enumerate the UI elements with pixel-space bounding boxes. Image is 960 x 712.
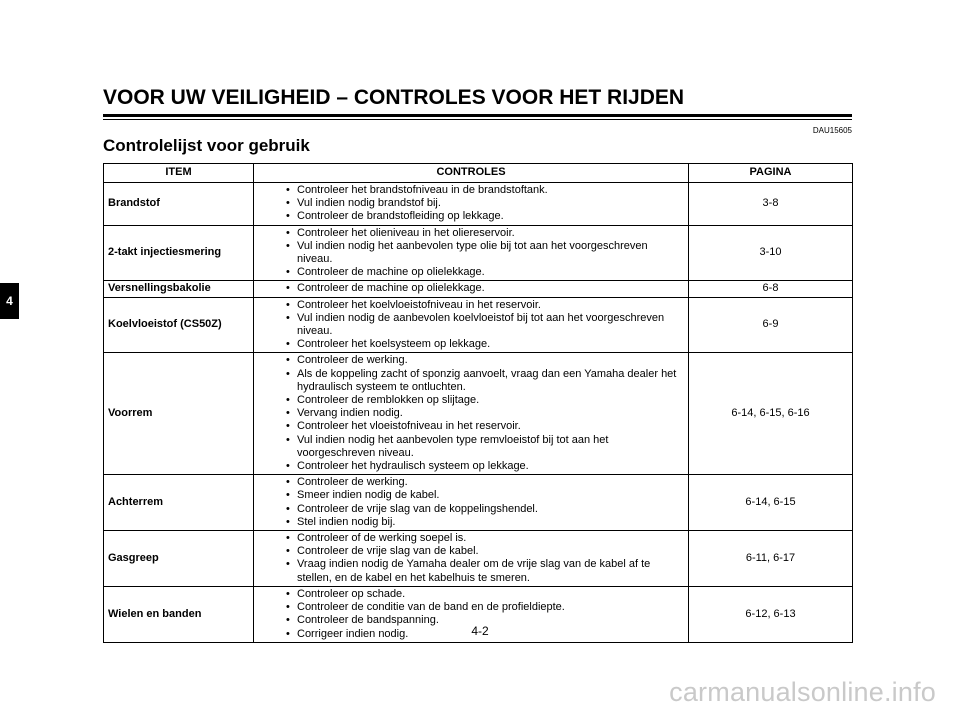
column-header-item: ITEM — [104, 164, 254, 183]
table-row — [104, 353, 853, 475]
table-header-row — [104, 164, 853, 183]
bullet-icon: • — [286, 614, 290, 627]
check-item — [286, 516, 684, 529]
table-row — [104, 531, 853, 587]
row-checks — [254, 353, 689, 475]
check-item — [286, 434, 684, 460]
bullet-icon: • — [286, 532, 290, 545]
check-text: Controleer het koelsysteem op lekkage. — [297, 338, 491, 351]
check-item — [286, 282, 684, 295]
check-item — [286, 266, 684, 279]
bullet-icon: • — [286, 266, 290, 279]
bullet-icon: • — [286, 354, 290, 367]
row-item-name: Brandstof — [104, 183, 254, 226]
bullet-icon: • — [286, 282, 290, 295]
chapter-tab: 4 — [0, 283, 19, 319]
check-text: Controleer de werking. — [297, 476, 408, 489]
check-text: Vul indien nodig het aanbevolen type remvloeistof bij tot aan het voorgeschreven niveau. — [297, 433, 609, 459]
row-item-name: Wielen en banden — [104, 586, 254, 642]
check-text: Controleer het koelvloeistofniveau in het reservoir. — [297, 298, 541, 311]
title-rule-thin — [103, 119, 852, 120]
row-item-name: Gasgreep — [104, 531, 254, 587]
table-body — [104, 183, 853, 643]
check-text: Controleer de brandstofleiding op lekkage. — [297, 210, 504, 223]
bullet-icon: • — [286, 502, 290, 515]
check-item — [286, 558, 684, 584]
bullet-icon: • — [286, 367, 290, 380]
check-text: Controleer de machine op olielekkage. — [297, 266, 485, 279]
check-item — [286, 545, 684, 558]
bullet-icon: • — [286, 407, 290, 420]
check-item — [286, 338, 684, 351]
check-item — [286, 476, 684, 489]
row-item-name: 2-takt injectiesmering — [104, 225, 254, 281]
check-text: Controleer de werking. — [297, 354, 408, 367]
check-text: Controleer of de werking soepel is. — [297, 532, 467, 545]
check-text: Controleer het olieniveau in het oliereservoir. — [297, 226, 515, 239]
row-checks — [254, 475, 689, 531]
bullet-icon: • — [286, 226, 290, 239]
row-checks — [254, 297, 689, 353]
check-list — [286, 476, 684, 529]
doc-code: DAU15605 — [812, 126, 852, 135]
check-list — [286, 184, 684, 224]
section-title: VOOR UW VEILIGHEID – CONTROLES VOOR HET RIJDEN — [103, 86, 685, 109]
row-page-ref: 6-8 — [689, 281, 853, 297]
check-item — [286, 184, 684, 197]
check-text: Controleer het brandstofniveau in de brandstoftank. — [297, 184, 548, 196]
row-checks — [254, 183, 689, 226]
check-list — [286, 227, 684, 280]
check-list — [286, 299, 684, 352]
bullet-icon: • — [286, 558, 290, 571]
bullet-icon: • — [286, 239, 290, 252]
bullet-icon: • — [286, 197, 290, 210]
check-item — [286, 407, 684, 420]
check-text: Vul indien nodig de aanbevolen koelvloeistof bij tot aan het voorgeschreven niveau. — [297, 311, 665, 338]
watermark: carmanualsonline.info — [669, 677, 936, 707]
check-item — [286, 503, 684, 516]
check-text: Controleer het hydraulisch systeem op lekkage. — [297, 460, 529, 473]
column-header-checks: CONTROLES — [254, 164, 689, 183]
check-item — [286, 588, 684, 601]
bullet-icon: • — [286, 311, 290, 324]
row-item-name: Achterrem — [104, 475, 254, 531]
check-item — [286, 420, 684, 433]
check-text: Controleer de bandspanning. — [297, 614, 439, 627]
check-text: Vervang indien nodig. — [297, 407, 403, 420]
bullet-icon: • — [286, 420, 290, 433]
bullet-icon: • — [286, 489, 290, 502]
row-page-ref: 6-14, 6-15, 6-16 — [689, 353, 853, 475]
bullet-icon: • — [286, 338, 290, 351]
check-item — [286, 460, 684, 473]
bullet-icon: • — [286, 433, 290, 446]
bullet-icon: • — [286, 587, 290, 600]
check-item — [286, 368, 684, 394]
table-row — [104, 297, 853, 353]
row-page-ref: 6-14, 6-15 — [689, 475, 853, 531]
check-item — [286, 227, 684, 240]
page-number: 4-2 — [471, 624, 489, 638]
check-text: Smeer indien nodig de kabel. — [297, 489, 440, 502]
check-text: Vul indien nodig het aanbevolen type olie bij tot aan het voorgeschreven niveau. — [297, 239, 648, 266]
check-item — [286, 210, 684, 223]
bullet-icon: • — [286, 476, 290, 489]
bullet-icon: • — [286, 601, 290, 614]
bullet-icon: • — [286, 627, 290, 640]
check-text: Controleer de machine op olielekkage. — [297, 282, 485, 295]
check-text: Controleer het vloeistofniveau in het reservoir. — [297, 420, 521, 433]
check-item — [286, 354, 684, 367]
check-text: Als de koppeling zacht of sponzig aanvoelt, vraag dan een Yamaha dealer het hydraulisch systeem te ontluchten. — [297, 367, 677, 393]
check-text: Controleer de conditie van de band en de profieldiepte. — [297, 601, 565, 614]
check-item — [286, 299, 684, 312]
check-text: Vul indien nodig brandstof bij. — [297, 197, 441, 210]
check-item — [286, 197, 684, 210]
row-checks — [254, 225, 689, 281]
row-page-ref: 6-9 — [689, 297, 853, 353]
check-item — [286, 312, 684, 338]
check-text: Controleer de vrije slag van de koppelingshendel. — [297, 502, 538, 515]
page-subtitle: Controlelijst voor gebruik — [103, 136, 310, 155]
table-row — [104, 281, 853, 297]
bullet-icon: • — [286, 545, 290, 558]
check-item — [286, 601, 684, 614]
row-page-ref: 6-12, 6-13 — [689, 586, 853, 642]
checklist-table-wrap — [103, 163, 852, 643]
row-item-name: Versnellingsbakolie — [104, 281, 254, 297]
check-text: Controleer op schade. — [297, 587, 406, 600]
bullet-icon: • — [286, 184, 290, 196]
check-list — [286, 354, 684, 473]
row-page-ref: 6-11, 6-17 — [689, 531, 853, 587]
row-checks — [254, 531, 689, 587]
bullet-icon: • — [286, 298, 290, 311]
table-row — [104, 225, 853, 281]
table-row — [104, 475, 853, 531]
row-checks — [254, 281, 689, 297]
check-text: Stel indien nodig bij. — [297, 515, 396, 528]
check-text: Corrigeer indien nodig. — [297, 627, 409, 640]
table-row — [104, 183, 853, 226]
row-page-ref: 3-10 — [689, 225, 853, 281]
check-item — [286, 532, 684, 545]
check-item — [286, 489, 684, 502]
title-rule — [103, 114, 852, 117]
check-item — [286, 240, 684, 266]
bullet-icon: • — [286, 394, 290, 407]
bullet-icon: • — [286, 210, 290, 223]
bullet-icon: • — [286, 460, 290, 473]
checklist-table — [103, 163, 853, 643]
check-item — [286, 394, 684, 407]
check-text: Controleer de vrije slag van de kabel. — [297, 545, 479, 558]
row-item-name: Koelvloeistof (CS50Z) — [104, 297, 254, 353]
check-list — [286, 532, 684, 585]
check-list — [286, 282, 684, 295]
check-text: Controleer de remblokken op slijtage. — [297, 394, 480, 407]
row-item-name: Voorrem — [104, 353, 254, 475]
bullet-icon: • — [286, 515, 290, 528]
row-page-ref: 3-8 — [689, 183, 853, 226]
check-text: Vraag indien nodig de Yamaha dealer om de vrije slag van de kabel af te stellen, en de kabel en het kabelhuis te smeren. — [297, 558, 651, 584]
column-header-page: PAGINA — [689, 164, 853, 183]
